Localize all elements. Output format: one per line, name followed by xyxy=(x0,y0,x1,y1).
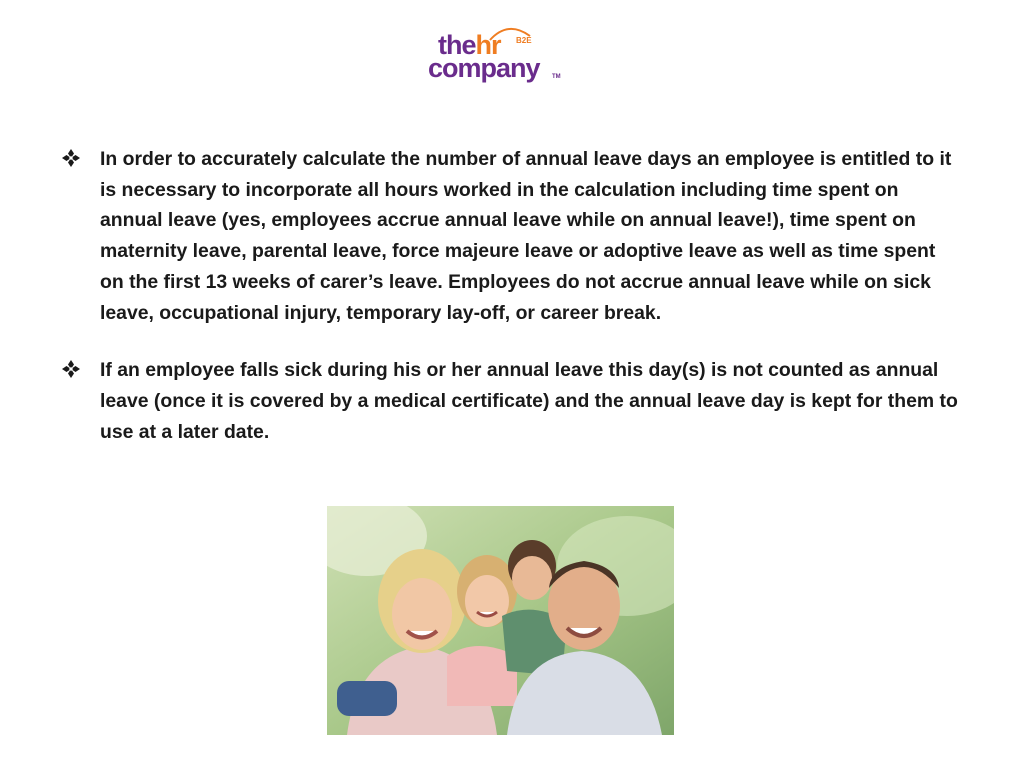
logo-trademark: TM xyxy=(552,74,561,80)
diamond-bullet-icon xyxy=(62,144,100,172)
logo-badge: B2E xyxy=(516,36,532,45)
logo-the: the xyxy=(438,30,476,60)
bullet-text: If an employee falls sick during his or her annual leave this day(s) is not counted as annual leave (once it is covered by a medical certificate) and the annual leave day is kept for them to use at a later date. xyxy=(100,359,958,443)
company-logo xyxy=(424,22,564,88)
diamond-bullet-icon xyxy=(62,355,100,383)
bullet-text: In order to accurately calculate the number of annual leave days an employee is entitled to it is necessary to incorporate all hours worked in the calculation including time spent on annual leave (yes, employees accrue annual leave while on annual leave!), time spent on maternity leave, parental leave, force majeure leave or adoptive leave as well as time spent on the first 13 weeks of carer’s leave. Employees do not accrue annual leave while on sick leave, occupational injury, temporary lay-off, or career break. xyxy=(100,148,952,324)
bullet-item xyxy=(62,355,962,447)
family-photo xyxy=(327,506,674,735)
bullet-item xyxy=(62,144,962,328)
logo-hr: hr xyxy=(475,30,501,60)
logo-company: company xyxy=(428,53,540,83)
bullet-list xyxy=(62,144,962,474)
